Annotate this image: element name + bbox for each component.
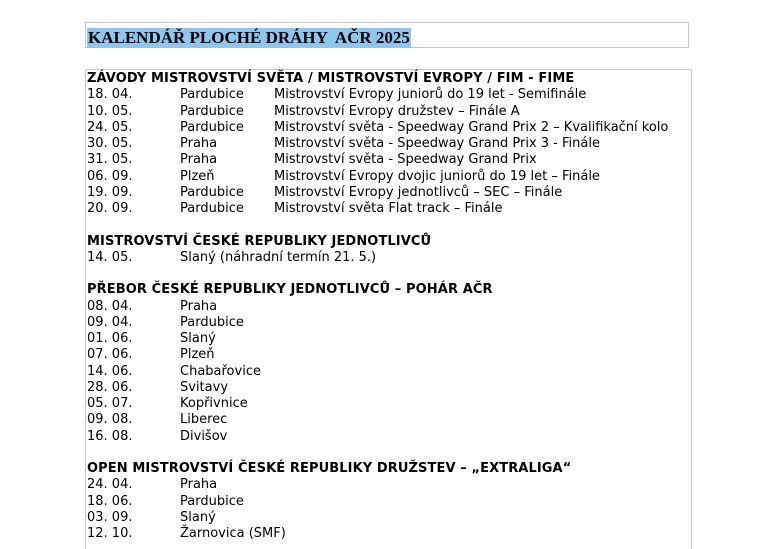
row-date: 14. 05. — [87, 249, 133, 265]
calendar-row — [87, 185, 691, 201]
calendar-row — [87, 347, 691, 363]
calendar-row — [87, 136, 691, 152]
row-date: 24. 05. — [87, 119, 133, 135]
row-place: Žarnovica (SMF) — [180, 526, 286, 541]
row-place: Slaný — [180, 509, 216, 525]
calendar-row — [87, 510, 691, 526]
row-place: Pardubice — [180, 314, 244, 330]
calendar-row — [87, 412, 691, 428]
section-spacer — [87, 217, 691, 233]
row-place: Plzeň — [180, 168, 215, 184]
section-heading: OPEN MISTROVSTVÍ ČESKÉ REPUBLIKY DRUŽSTEV – „EXTRALIGA“ — [87, 461, 572, 476]
page-title: KALENDÁŘ PLOCHÉ DRÁHY AČR 2025 — [88, 28, 410, 47]
row-date: 05. 07. — [87, 396, 133, 411]
calendar-row — [87, 526, 691, 542]
row-place: Praha — [180, 152, 218, 168]
row-date: 28. 06. — [87, 379, 133, 395]
row-place: Kopřivnice — [180, 396, 248, 411]
calendar-row — [87, 396, 691, 412]
calendar-content — [85, 69, 692, 549]
row-place: Slaný (náhradní termín 21. 5.) — [180, 249, 377, 265]
calendar-row — [87, 315, 691, 331]
row-place: Plzeň — [180, 347, 215, 363]
section-spacer — [87, 266, 691, 282]
section-heading: ZÁVODY MISTROVSTVÍ SVĚTA / MISTROVSTVÍ EVROPY / FIM - FIME — [87, 71, 575, 86]
row-date: 01. 06. — [87, 331, 133, 346]
row-place: Chabařovice — [180, 363, 261, 379]
row-place: Svitavy — [180, 379, 229, 395]
row-event: Mistrovství Evropy dvojic juniorů do 19 let – Finále — [274, 168, 600, 184]
calendar-row — [87, 380, 691, 396]
section-heading: MISTROVSTVÍ ČESKÉ REPUBLIKY JEDNOTLIVCŮ — [87, 233, 432, 249]
row-place: Praha — [180, 477, 218, 493]
row-place: Slaný — [180, 331, 216, 346]
row-place: Praha — [180, 298, 218, 314]
row-date: 31. 05. — [87, 152, 133, 168]
row-place: Divišov — [180, 428, 228, 444]
row-place: Pardubice — [180, 184, 244, 200]
row-place: Pardubice — [180, 201, 244, 216]
calendar-row — [87, 120, 691, 136]
row-date: 10. 05. — [87, 103, 133, 119]
calendar-lines — [87, 71, 691, 542]
calendar-row — [87, 87, 691, 103]
calendar-row — [87, 104, 691, 120]
calendar-row — [87, 429, 691, 445]
row-date: 18. 04. — [87, 87, 133, 103]
calendar-row — [87, 169, 691, 185]
calendar-row — [87, 299, 691, 315]
calendar-row — [87, 152, 691, 168]
row-event: Mistrovství světa Flat track – Finále — [274, 201, 503, 216]
row-event: Mistrovství Evropy juniorů do 19 let - Semifinále — [274, 87, 587, 103]
title-box — [85, 22, 689, 48]
row-date: 09. 04. — [87, 314, 133, 330]
row-date: 08. 04. — [87, 298, 133, 314]
row-date: 07. 06. — [87, 347, 133, 363]
calendar-row — [87, 331, 691, 347]
calendar-row — [87, 477, 691, 493]
calendar-row — [87, 201, 691, 217]
row-date: 19. 09. — [87, 184, 133, 200]
row-date: 06. 09. — [87, 168, 133, 184]
section-heading: PŘEBOR ČESKÉ REPUBLIKY JEDNOTLIVCŮ – POHÁR AČR — [87, 282, 493, 298]
row-place: Praha — [180, 136, 218, 151]
calendar-row — [87, 364, 691, 380]
row-date: 18. 06. — [87, 493, 133, 509]
row-date: 12. 10. — [87, 526, 133, 541]
row-event: Mistrovství světa - Speedway Grand Prix 3 - Finále — [274, 136, 600, 151]
row-place: Pardubice — [180, 119, 244, 135]
row-date: 16. 08. — [87, 428, 133, 444]
row-date: 14. 06. — [87, 363, 133, 379]
row-event: Mistrovství Evropy družstev – Finále A — [274, 103, 520, 119]
row-date: 03. 09. — [87, 509, 133, 525]
row-date: 30. 05. — [87, 136, 133, 151]
row-place: Liberec — [180, 412, 228, 428]
row-event: Mistrovství světa - Speedway Grand Prix 2 – Kvalifikační kolo — [274, 119, 669, 135]
row-place: Pardubice — [180, 493, 244, 509]
calendar-row — [87, 494, 691, 510]
row-date: 24. 04. — [87, 477, 133, 493]
row-date: 09. 08. — [87, 412, 133, 428]
row-event: Mistrovství světa - Speedway Grand Prix — [274, 152, 537, 168]
row-place: Pardubice — [180, 87, 244, 103]
row-place: Pardubice — [180, 103, 244, 119]
calendar-row — [87, 250, 691, 266]
row-event: Mistrovství Evropy jednotlivců – SEC – Finále — [274, 184, 563, 200]
section-spacer — [87, 445, 691, 461]
row-date: 20. 09. — [87, 201, 133, 216]
